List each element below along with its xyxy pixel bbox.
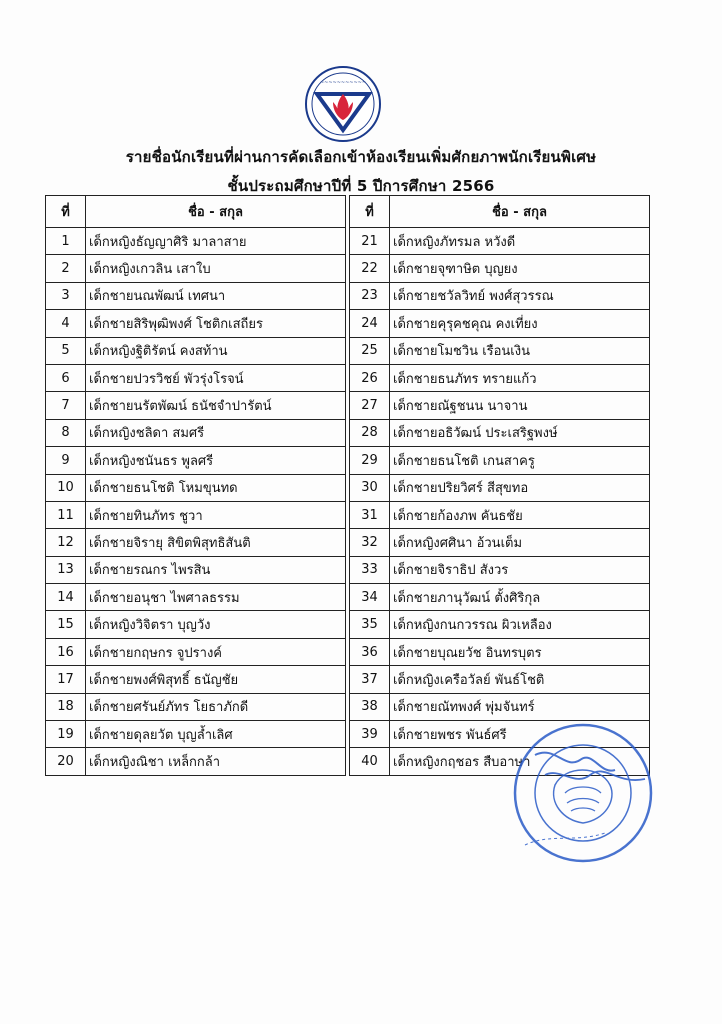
student-name: เด็กชายพงศ์พิสุทธิ์ ธนัญชัย — [86, 666, 346, 693]
table-row — [350, 310, 650, 337]
table-row — [350, 584, 650, 611]
row-number: 7 — [46, 392, 86, 419]
table-row — [350, 419, 650, 446]
student-name: เด็กชายอนุชา ไพศาลธรรม — [86, 584, 346, 611]
row-number: 5 — [46, 337, 86, 364]
row-number: 26 — [350, 364, 390, 391]
row-number: 20 — [46, 748, 86, 775]
student-name: เด็กชายปวรวิชย์ พัวรุ่งโรจน์ — [86, 364, 346, 391]
table-row — [46, 474, 346, 501]
table-row — [46, 556, 346, 583]
row-number: 38 — [350, 693, 390, 720]
student-name: เด็กชายธนภัทร ทรายแก้ว — [390, 364, 650, 391]
student-name: เด็กชายชวัลวิทย์ พงศ์สุวรรณ — [390, 282, 650, 309]
table-row — [350, 611, 650, 638]
student-name: เด็กชายสิริพุฒิพงศ์ โชติกเสถียร — [86, 310, 346, 337]
table-header-row — [46, 196, 346, 228]
table-row — [350, 392, 650, 419]
official-seal-stamp — [505, 715, 655, 875]
table-header-row — [350, 196, 650, 228]
student-name: เด็กหญิงภัทรมล หวังดี — [390, 228, 650, 255]
student-name: เด็กชายภานุวัฒน์ ตั้งศิริกุล — [390, 584, 650, 611]
row-number: 12 — [46, 529, 86, 556]
column-header-number: ที่ — [350, 196, 390, 228]
student-name: เด็กชายพชร พันธ์ศรี — [390, 721, 650, 748]
row-number: 14 — [46, 584, 86, 611]
student-name: เด็กชายคุรุคชคุณ คงเที่ยง — [390, 310, 650, 337]
document-title: รายชื่อนักเรียนที่ผ่านการคัดเลือกเข้าห้องเรียนเพิ่มศักยภาพนักเรียนพิเศษ — [125, 148, 597, 166]
row-number: 35 — [350, 611, 390, 638]
student-name: เด็กหญิงวิจิตรา บุญวัง — [86, 611, 346, 638]
table-row — [350, 501, 650, 528]
student-name: เด็กชายณัฐชนน นาจาน — [390, 392, 650, 419]
table-row — [46, 529, 346, 556]
table-row — [46, 392, 346, 419]
student-table-right — [349, 195, 650, 776]
table-row — [46, 310, 346, 337]
student-name: เด็กชายณัทพงศ์ พุ่มจันทร์ — [390, 693, 650, 720]
row-number: 33 — [350, 556, 390, 583]
table-row — [350, 228, 650, 255]
column-header-name: ชื่อ - สกุล — [390, 196, 650, 228]
student-name: เด็กชายจิราธิป สังวร — [390, 556, 650, 583]
table-row — [350, 255, 650, 282]
table-row — [46, 228, 346, 255]
table-row — [46, 611, 346, 638]
table-row — [350, 447, 650, 474]
row-number: 29 — [350, 447, 390, 474]
row-number: 19 — [46, 721, 86, 748]
table-row — [350, 638, 650, 665]
table-row — [46, 693, 346, 720]
table-row — [46, 282, 346, 309]
row-number: 15 — [46, 611, 86, 638]
student-name: เด็กหญิงณิชา เหล็กกล้า — [86, 748, 346, 775]
table-row — [350, 364, 650, 391]
student-name: เด็กหญิงกนกวรรณ ผิวเหลือง — [390, 611, 650, 638]
student-name: เด็กชายอธิวัฒน์ ประเสริฐพงษ์ — [390, 419, 650, 446]
table-row — [46, 721, 346, 748]
table-row — [350, 666, 650, 693]
table-row — [46, 337, 346, 364]
row-number: 32 — [350, 529, 390, 556]
student-name: เด็กชายทินภัทร ชูวา — [86, 501, 346, 528]
table-row — [46, 255, 346, 282]
row-number: 36 — [350, 638, 390, 665]
row-number: 16 — [46, 638, 86, 665]
student-name: เด็กชายก้องภพ คันธชัย — [390, 501, 650, 528]
row-number: 30 — [350, 474, 390, 501]
row-number: 10 — [46, 474, 86, 501]
row-number: 25 — [350, 337, 390, 364]
row-number: 27 — [350, 392, 390, 419]
table-row — [46, 584, 346, 611]
student-table-left — [45, 195, 346, 776]
student-name: เด็กหญิงกฤชอร สืบอาษา — [390, 748, 650, 775]
school-emblem-icon — [303, 64, 383, 144]
row-number: 17 — [46, 666, 86, 693]
row-number: 37 — [350, 666, 390, 693]
student-name: เด็กชายนรัตพัฒน์ ธนัชจำปารัตน์ — [86, 392, 346, 419]
column-header-number: ที่ — [46, 196, 86, 228]
row-number: 11 — [46, 501, 86, 528]
table-row — [46, 748, 346, 775]
row-number: 2 — [46, 255, 86, 282]
table-row — [46, 364, 346, 391]
row-number: 34 — [350, 584, 390, 611]
table-row — [46, 666, 346, 693]
table-row — [350, 474, 650, 501]
row-number: 39 — [350, 721, 390, 748]
column-header-name: ชื่อ - สกุล — [86, 196, 346, 228]
table-row — [350, 337, 650, 364]
row-number: 40 — [350, 748, 390, 775]
student-name: เด็กหญิงชลิดา สมศรี — [86, 419, 346, 446]
table-row — [350, 556, 650, 583]
student-name: เด็กชายธนโชติ โหมขุนทด — [86, 474, 346, 501]
row-number: 22 — [350, 255, 390, 282]
row-number: 18 — [46, 693, 86, 720]
row-number: 4 — [46, 310, 86, 337]
row-number: 28 — [350, 419, 390, 446]
student-name: เด็กชายธนโชติ เกนสาครู — [390, 447, 650, 474]
row-number: 1 — [46, 228, 86, 255]
student-name: เด็กหญิงธัญญาศิริ มาลาสาย — [86, 228, 346, 255]
student-name: เด็กชายปริยวิศร์ สีสุขทอ — [390, 474, 650, 501]
student-name: เด็กชายจุฑาษิต บุญยง — [390, 255, 650, 282]
student-name: เด็กชายดุลยวัต บุญล้ำเลิศ — [86, 721, 346, 748]
student-name: เด็กชายจิรายุ สิขิตพิสุทธิสันติ — [86, 529, 346, 556]
table-row — [46, 419, 346, 446]
row-number: 24 — [350, 310, 390, 337]
student-name: เด็กชายโมชวิน เรือนเงิน — [390, 337, 650, 364]
table-row — [46, 501, 346, 528]
student-name: เด็กหญิงเกวลิน เสาใบ — [86, 255, 346, 282]
row-number: 13 — [46, 556, 86, 583]
row-number: 9 — [46, 447, 86, 474]
student-name: เด็กชายบุณยวัช อินทรบุตร — [390, 638, 650, 665]
table-row — [350, 282, 650, 309]
svg-text:~~~~~~~~~~~: ~~~~~~~~~~~ — [319, 80, 367, 86]
table-row — [46, 638, 346, 665]
student-name: เด็กชายกฤษกร จูปรางค์ — [86, 638, 346, 665]
student-name: เด็กชายรณกร ไพรสิน — [86, 556, 346, 583]
row-number: 21 — [350, 228, 390, 255]
table-row — [46, 447, 346, 474]
row-number: 8 — [46, 419, 86, 446]
document-subtitle: ชั้นประถมศึกษาปีที่ 5 ปีการศึกษา 2566 — [227, 177, 495, 195]
row-number: 3 — [46, 282, 86, 309]
student-name: เด็กชายศรันย์ภัทร โยธาภักดี — [86, 693, 346, 720]
student-name: เด็กหญิงฐิติรัตน์ คงสท้าน — [86, 337, 346, 364]
row-number: 31 — [350, 501, 390, 528]
row-number: 6 — [46, 364, 86, 391]
student-name: เด็กหญิงเครือวัลย์ พันธ์โชติ — [390, 666, 650, 693]
row-number: 23 — [350, 282, 390, 309]
student-name: เด็กชายนณพัฒน์ เทศนา — [86, 282, 346, 309]
table-row — [350, 529, 650, 556]
student-name: เด็กหญิงชนันธร พูลศรี — [86, 447, 346, 474]
student-name: เด็กหญิงศศินา อ้วนเต็ม — [390, 529, 650, 556]
